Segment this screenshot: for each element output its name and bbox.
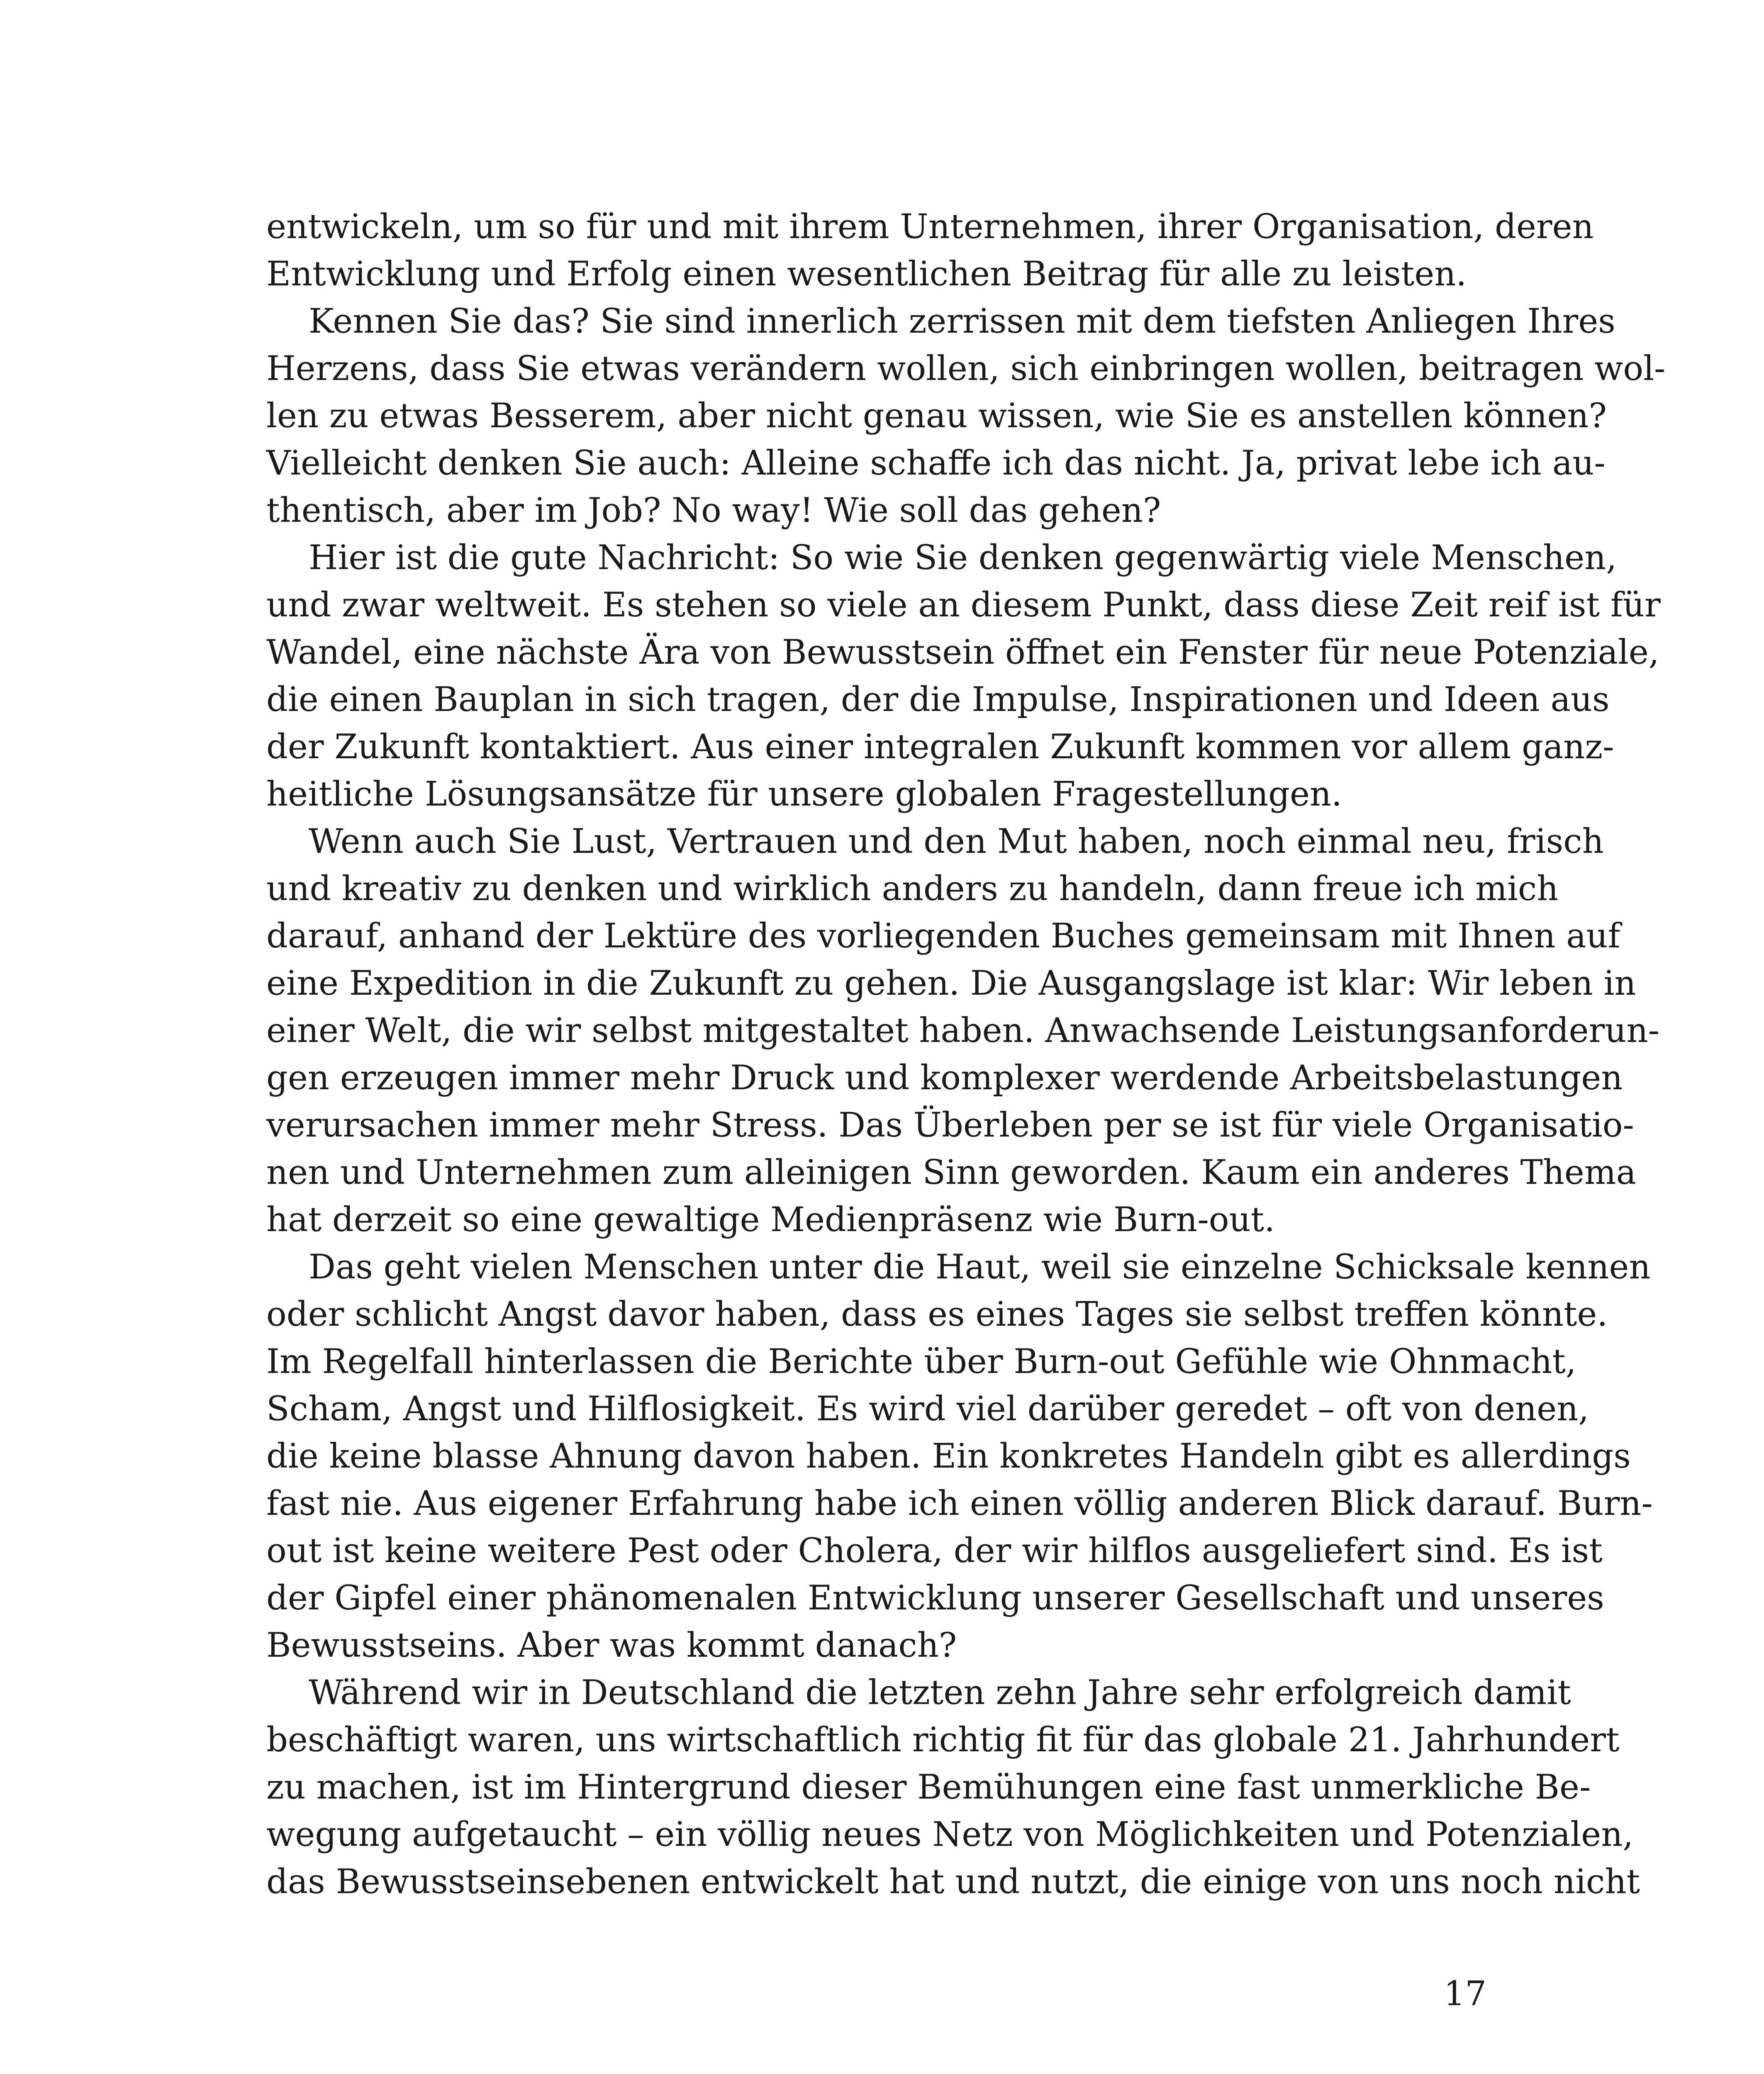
text-line: Während wir in Deutschland die letzten zehn Jahre sehr erfolgreich damit	[309, 1673, 1571, 1712]
text-line: die keine blasse Ahnung davon haben. Ein konkretes Handeln gibt es allerdings	[266, 1437, 1631, 1476]
paragraph	[266, 1669, 1640, 1906]
text-line: Bewusstseins. Aber was kommt danach?	[266, 1626, 957, 1665]
paragraph	[266, 818, 1659, 1244]
text-line: das Bewusstseinsebenen entwickelt hat und nutzt, die einige von uns noch nicht	[266, 1862, 1640, 1901]
text-line: der Gipfel einer phänomenalen Entwicklung unserer Gesellschaft und unseres	[266, 1579, 1604, 1618]
text-line: Vielleicht denken Sie auch: Alleine schaffe ich das nicht. Ja, privat lebe ich au-	[266, 444, 1606, 483]
text-line: len zu etwas Besserem, aber nicht genau wissen, wie Sie es anstellen können?	[266, 397, 1607, 436]
text-line: Kennen Sie das? Sie sind innerlich zerrissen mit dem tiefsten Anliegen Ihres	[309, 302, 1615, 341]
text-line: der Zukunft kontaktiert. Aus einer integralen Zukunft kommen vor allem ganz-	[266, 728, 1614, 767]
text-line: verursachen immer mehr Stress. Das Überleben per se ist für viele Organisatio-	[266, 1106, 1634, 1145]
body-text	[266, 203, 1666, 1906]
text-line: gen erzeugen immer mehr Druck und komplexer werdende Arbeitsbelastungen	[266, 1059, 1623, 1098]
text-line: Herzens, dass Sie etwas verändern wollen, sich einbringen wollen, beitragen wol-	[266, 349, 1666, 388]
paragraph	[266, 534, 1661, 818]
text-line: die einen Bauplan in sich tragen, der die Impulse, Inspirationen und Ideen aus	[266, 680, 1610, 719]
text-line: fast nie. Aus eigener Erfahrung habe ich einen völlig anderen Blick darauf. Burn-	[266, 1484, 1653, 1523]
text-line: heitliche Lösungsansätze für unsere globalen Fragestellungen.	[266, 775, 1342, 814]
text-line: Wenn auch Sie Lust, Vertrauen und den Mut haben, noch einmal neu, frisch	[309, 822, 1604, 861]
paragraph	[266, 298, 1666, 534]
text-line: Scham, Angst und Hilflosigkeit. Es wird viel darüber geredet – oft von denen,	[266, 1390, 1589, 1429]
text-line: thentisch, aber im Job? No way! Wie soll das gehen?	[266, 491, 1161, 530]
text-line: einer Welt, die wir selbst mitgestaltet haben. Anwachsende Leistungsanforderun-	[266, 1011, 1659, 1050]
text-line: wegung aufgetaucht – ein völlig neues Netz von Möglichkeiten und Potenzialen,	[266, 1815, 1634, 1854]
page-number: 17	[1444, 1974, 1487, 2013]
text-line: zu machen, ist im Hintergrund dieser Bemühungen eine fast unmerkliche Be-	[266, 1768, 1591, 1807]
text-line: eine Expedition in die Zukunft zu gehen. Die Ausgangslage ist klar: Wir leben in	[266, 964, 1636, 1003]
text-line: und zwar weltweit. Es stehen so viele an diesem Punkt, dass diese Zeit reif ist für	[266, 586, 1661, 625]
text-line: Entwicklung und Erfolg einen wesentlichen Beitrag für alle zu leisten.	[266, 255, 1467, 294]
text-line: hat derzeit so eine gewaltige Medienpräsenz wie Burn-out.	[266, 1200, 1275, 1239]
text-line: und kreativ zu denken und wirklich anders zu handeln, dann freue ich mich	[266, 869, 1559, 908]
text-line: oder schlicht Angst davor haben, dass es eines Tages sie selbst treffen könnte.	[266, 1295, 1608, 1334]
text-line: out ist keine weitere Pest oder Cholera, der wir hilflos ausgeliefert sind. Es ist	[266, 1531, 1603, 1570]
text-line: Das geht vielen Menschen unter die Haut, weil sie einzelne Schicksale kennen	[309, 1248, 1651, 1287]
text-line: darauf, anhand der Lektüre des vorliegenden Buches gemeinsam mit Ihnen auf	[266, 917, 1620, 956]
text-line: entwickeln, um so für und mit ihrem Unternehmen, ihrer Organisation, deren	[266, 207, 1594, 246]
text-line: Im Regelfall hinterlassen die Berichte über Burn-out Gefühle wie Ohnmacht,	[266, 1342, 1576, 1381]
text-line: Wandel, eine nächste Ära von Bewusstsein öffnet ein Fenster für neue Potenziale,	[266, 633, 1659, 672]
paragraph	[266, 1244, 1653, 1669]
paragraph	[266, 203, 1594, 298]
text-line: Hier ist die gute Nachricht: So wie Sie denken gegenwärtig viele Menschen,	[309, 538, 1617, 577]
text-line: beschäftigt waren, uns wirtschaftlich richtig fit für das globale 21. Jahrhundert	[266, 1721, 1620, 1760]
text-line: nen und Unternehmen zum alleinigen Sinn geworden. Kaum ein anderes Thema	[266, 1153, 1636, 1192]
